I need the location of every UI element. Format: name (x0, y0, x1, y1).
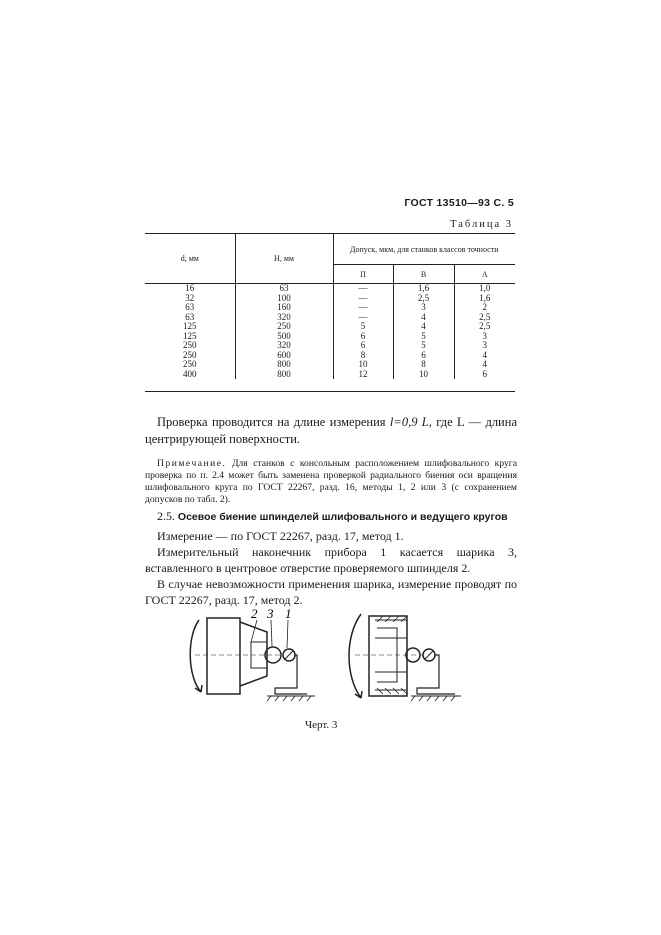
table-cell: 63 (235, 284, 333, 294)
col-header-h: H, мм (235, 234, 333, 284)
table-cell: 6 (454, 370, 515, 380)
table-cell: — (333, 303, 393, 313)
table-3 (145, 233, 515, 379)
label-3: 3 (267, 606, 274, 621)
table-cell: 125 (183, 330, 197, 341)
para-formula: l=0,9 L (389, 415, 429, 429)
table-cell: 2,5 (454, 313, 515, 323)
table-cell: 250 (183, 340, 197, 350)
table-cell: 3 (393, 303, 454, 313)
note-text: Для станков с консольным расположением шлифовального круга проверка по п. 2.4 может быть заменена проверкой радиального биения оси вращения шлифовального круга по ГОСТ 22267, разд. 16, методы 1, 2 или 3 (с сохранением допусков по табл. 2). (145, 458, 517, 505)
note (145, 458, 517, 506)
section-number: 2.5. (157, 509, 175, 523)
col-header-tolerance-text: Допуск, мкм, для станков классов точности (350, 244, 499, 254)
section-heading (145, 508, 517, 525)
table-cell: 6 (333, 332, 393, 342)
para-pre: Проверка проводится на длине измерения (157, 415, 390, 429)
col-header-d: d, мм (145, 234, 235, 284)
right-rotation-arrow (349, 614, 361, 698)
right-indicator-needle (425, 651, 433, 659)
table-row (145, 332, 515, 342)
section-line-2: Измерительный наконечник прибора 1 касается шарика 3, вставленного в центровое отверстие проверяемого шпинделя 2. (145, 545, 517, 575)
table-cell: 16 (185, 283, 195, 293)
col-header-class-p: П (333, 265, 393, 284)
table-cell: 4 (454, 351, 515, 361)
table-caption: Таблица 3 (450, 219, 513, 230)
right-stand (417, 655, 455, 694)
table-row (145, 341, 515, 351)
table-bottom-rule (145, 391, 515, 392)
table-cell: 5 (393, 332, 454, 342)
col-header-class-v: В (393, 265, 454, 284)
table-cell: 6 (393, 351, 454, 361)
left-ground-hatch (267, 696, 311, 701)
table-cell: 32 (185, 292, 195, 303)
table-row (145, 303, 515, 313)
table-cell: 800 (235, 360, 333, 370)
table-cell: 250 (235, 322, 333, 332)
left-indicator-needle (285, 651, 293, 659)
table-cell: 4 (393, 313, 454, 323)
label-1: 1 (285, 606, 292, 621)
table-cell: 4 (454, 360, 515, 370)
table-cell: 5 (393, 341, 454, 351)
table-cell: 10 (393, 370, 454, 380)
table-cell: — (333, 294, 393, 304)
right-plate-top (375, 620, 407, 638)
table-cell: 5 (333, 322, 393, 332)
table-cell: 8 (333, 351, 393, 361)
table-cell: 320 (235, 341, 333, 351)
table-cell: 3 (454, 332, 515, 342)
col-header-class-a: А (454, 265, 515, 284)
table-row (145, 322, 515, 332)
table-cell: 2 (454, 303, 515, 313)
table-cell: 250 (183, 349, 197, 360)
left-leader-1 (287, 620, 288, 648)
table-row (145, 294, 515, 304)
section-title: Осевое биение шпинделей шлифовального и ведущего кругов (175, 511, 508, 523)
table-row (145, 284, 515, 294)
table-cell: 125 (183, 321, 197, 331)
table-cell: — (333, 313, 393, 323)
table-cell: 800 (235, 370, 333, 380)
para-post: , где L — длина центрирующей поверхности. (145, 415, 517, 446)
table-cell: 3 (454, 341, 515, 351)
section-line-3: В случае невозможности применения шарика, измерение проводят по ГОСТ 22267, разд. 17, метод 2. (145, 577, 517, 607)
table-row (145, 370, 515, 380)
label-2: 2 (251, 606, 258, 621)
table-cell: 63 (185, 302, 195, 312)
table-cell: 600 (235, 351, 333, 361)
table-cell: 320 (235, 313, 333, 323)
table-row (145, 360, 515, 370)
figure-caption: Черт. 3 (305, 719, 338, 731)
section-line-1: Измерение — по ГОСТ 22267, разд. 17, метод 1. (157, 529, 404, 543)
table-cell: 400 (183, 368, 197, 379)
col-header-tolerance (333, 234, 515, 265)
left-leader-2 (251, 620, 257, 642)
figure-3 (185, 606, 485, 706)
table-cell: 10 (333, 360, 393, 370)
paragraph-measure-length (145, 414, 517, 448)
table-cell: 2,5 (454, 322, 515, 332)
table-row (145, 351, 515, 361)
table-row (145, 313, 515, 323)
left-rotation-arrow (190, 620, 201, 692)
section-2-5 (145, 508, 517, 608)
left-leader-3 (271, 620, 272, 646)
table-cell: 1,0 (454, 284, 515, 294)
page-header: ГОСТ 13510—93 С. 5 (404, 197, 514, 209)
table-cell: 2,5 (393, 294, 454, 304)
table-cell: 1,6 (454, 294, 515, 304)
left-spindle-body (207, 618, 240, 694)
table-cell: 160 (235, 303, 333, 313)
table-cell: 100 (235, 294, 333, 304)
table-cell: 250 (183, 359, 197, 369)
table-cell: 6 (333, 341, 393, 351)
table-cell: 500 (235, 332, 333, 342)
table-cell: 8 (393, 360, 454, 370)
note-label: Примечание. (157, 458, 227, 469)
right-plate-bottom (375, 672, 407, 690)
table-cell: — (333, 284, 393, 294)
table-cell: 4 (393, 322, 454, 332)
table-cell: 1,6 (393, 284, 454, 294)
table-cell: 12 (333, 370, 393, 380)
table-cell: 63 (185, 311, 195, 322)
right-ground-hatch (411, 696, 455, 701)
